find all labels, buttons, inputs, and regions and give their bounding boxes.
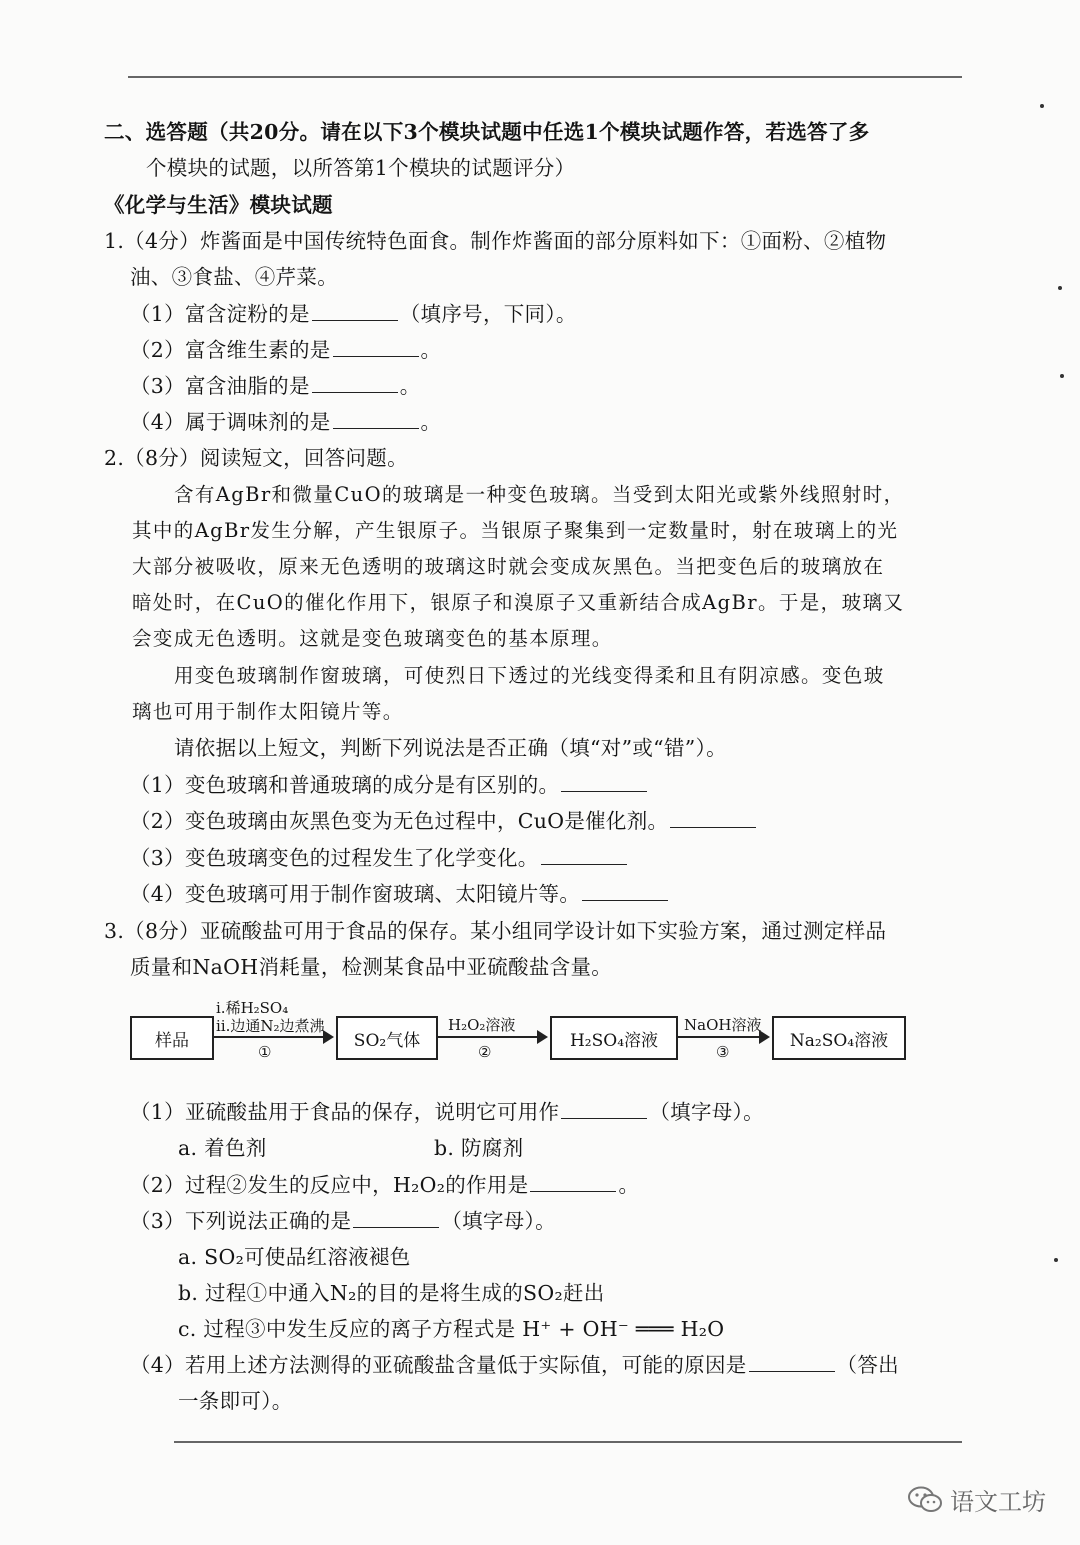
- q2-passage-4: 暗处时，在CuO的催化作用下，银原子和溴原子又重新结合成AgBr。于是，玻璃又: [132, 591, 905, 614]
- q3-sub3-option-b: b. 过程①中通入N₂的目的是将生成的SO₂赶出: [178, 1281, 605, 1305]
- q2-sub2-text: （2）变色玻璃由灰黑色变为无色过程中，CuO是催化剂。: [130, 809, 669, 833]
- q2-sub1-text: （1）变色玻璃和普通玻璃的成分是有区别的。: [130, 773, 560, 797]
- q1-stem-cont: 油、③食盐、④芹菜。: [130, 265, 338, 289]
- q3-sub3-blank[interactable]: [353, 1207, 439, 1228]
- watermark: [906, 1482, 1046, 1517]
- q3-sub1-option-a: a. 着色剂: [178, 1136, 267, 1160]
- q1-sub3: [130, 371, 421, 401]
- q1-sub2-text: （2）富含维生素的是: [130, 338, 331, 362]
- scan-speck: [1060, 374, 1064, 378]
- q3-sub3-option-a: a. SO₂可使品红溶液褪色: [178, 1245, 411, 1269]
- flow-box-sample: 样品: [130, 1016, 214, 1060]
- q2-sub1-blank[interactable]: [561, 771, 647, 792]
- scan-speck: [1040, 104, 1044, 108]
- flow-box-h2so4: H₂SO₄溶液: [550, 1016, 678, 1060]
- q3-sub4-cont: 一条即可）。: [178, 1389, 293, 1413]
- q1-sub4: [130, 407, 441, 437]
- bottom-rule: [174, 1441, 962, 1443]
- q3-sub4-blank[interactable]: [749, 1351, 835, 1372]
- flow-arrow-1: [212, 1036, 332, 1038]
- q1-sub1-note: （填序号，下同）。: [399, 302, 577, 326]
- section-title: 二、选答题（共20分。请在以下3个模块试题中任选1个模块试题作答，若选答了多: [104, 120, 870, 144]
- q1-sub2-end: 。: [420, 338, 442, 362]
- q2-sub3-blank[interactable]: [541, 844, 627, 865]
- q2-sub3: [130, 843, 629, 873]
- q2-sub4-blank[interactable]: [582, 880, 668, 901]
- q3-sub1: [130, 1097, 764, 1127]
- scan-speck: [1054, 1258, 1058, 1262]
- q3-sub4-text: （4）若用上述方法测得的亚硫酸盐含量低于实际值，可能的原因是: [130, 1353, 747, 1377]
- q3-sub1-text: （1）亚硫酸盐用于食品的保存，说明它可用作: [130, 1100, 560, 1124]
- q3-sub3-text: （3）下列说法正确的是: [130, 1209, 352, 1233]
- q1-sub2: [130, 335, 441, 365]
- q1-stem: 1.（4分）炸酱面是中国传统特色面食。制作炸酱面的部分原料如下：①面粉、②植物: [104, 229, 887, 253]
- q2-passage-7: 璃也可用于制作太阳镜片等。: [132, 700, 404, 723]
- q2-sub2-blank[interactable]: [670, 807, 756, 828]
- top-rule: [128, 76, 962, 78]
- q2-passage-6: 用变色玻璃制作窗玻璃，可使烈日下透过的光线变得柔和且有阴凉感。变色玻: [174, 664, 885, 687]
- q3-sub3-note: （填字母）。: [441, 1209, 556, 1233]
- flow-step3-reagent: NaOH溶液: [684, 1016, 762, 1034]
- q2-passage-3: 大部分被吸收，原来无色透明的玻璃这时就会变成灰黑色。当把变色后的玻璃放在: [132, 555, 885, 578]
- flow-step3-num: ③: [716, 1043, 730, 1061]
- q1-sub1-blank[interactable]: [312, 300, 398, 321]
- q1-sub4-text: （4）属于调味剂的是: [130, 410, 331, 434]
- q2-passage-2: 其中的AgBr发生分解，产生银原子。当银原子聚集到一定数量时，射在玻璃上的光: [132, 519, 899, 542]
- q3-sub3: [130, 1206, 556, 1236]
- q2-sub1: [130, 770, 649, 800]
- q1-sub4-blank[interactable]: [333, 408, 419, 429]
- q3-sub1-blank[interactable]: [561, 1098, 647, 1119]
- q2-instruction: 请依据以上短文，判断下列说法是否正确（填“对”或“错”）。: [174, 736, 727, 760]
- watermark-text: 语文工坊: [950, 1488, 1046, 1516]
- module-title: 《化学与生活》模块试题: [104, 193, 333, 217]
- q3-sub4-note: （答出: [836, 1353, 899, 1377]
- flow-step1-reagent-b: ⅱ.边通N₂边煮沸: [216, 1017, 325, 1035]
- q1-sub3-text: （3）富含油脂的是: [130, 374, 310, 398]
- q3-sub2-text: （2）过程②发生的反应中，H₂O₂的作用是: [130, 1173, 529, 1197]
- q3-sub1-note: （填字母）。: [649, 1100, 764, 1124]
- flow-arrow-3: [676, 1036, 768, 1038]
- flow-diagram: [128, 999, 908, 1064]
- q3-sub2-end: 。: [618, 1173, 640, 1197]
- scan-speck: [1058, 286, 1062, 290]
- q3-sub1-option-b: b. 防腐剂: [434, 1136, 524, 1160]
- q3-stem: 3.（8分）亚硫酸盐可用于食品的保存。某小组同学设计如下实验方案，通过测定样品: [104, 919, 887, 943]
- flow-step2-reagent: H₂O₂溶液: [448, 1016, 516, 1034]
- q3-sub2-blank[interactable]: [530, 1171, 616, 1192]
- flow-box-na2so4: Na₂SO₄溶液: [772, 1016, 906, 1060]
- q2-passage-5: 会变成无色透明。这就是变色玻璃变色的基本原理。: [132, 627, 613, 650]
- q2-sub4-text: （4）变色玻璃可用于制作窗玻璃、太阳镜片等。: [130, 882, 581, 906]
- q3-sub4: [130, 1350, 899, 1380]
- flow-step1-reagent-a: ⅰ.稀H₂SO₄: [216, 999, 289, 1017]
- q3-sub3-option-c: c. 过程③中发生反应的离子方程式是 H⁺ + OH⁻ ═══ H₂O: [178, 1317, 725, 1341]
- q2-stem: 2.（8分）阅读短文，回答问题。: [104, 446, 408, 470]
- q1-sub3-end: 。: [399, 374, 421, 398]
- wechat-icon: [906, 1485, 944, 1515]
- flow-box-so2: SO₂气体: [336, 1016, 438, 1060]
- q1-sub4-end: 。: [420, 410, 442, 434]
- q3-sub2: [130, 1170, 639, 1200]
- q2-passage-1: 含有AgBr和微量CuO的玻璃是一种变色玻璃。当受到太阳光或紫外线照射时，: [174, 483, 905, 506]
- flow-arrow-2: [436, 1036, 546, 1038]
- q1-sub1: [130, 299, 577, 329]
- section-title-cont: 个模块的试题，以所答第1个模块的试题评分）: [146, 156, 576, 180]
- q2-sub3-text: （3）变色玻璃变色的过程发生了化学变化。: [130, 846, 539, 870]
- q1-sub1-text: （1）富含淀粉的是: [130, 302, 310, 326]
- q2-sub4: [130, 879, 670, 909]
- flow-step2-num: ②: [478, 1043, 492, 1061]
- q1-sub3-blank[interactable]: [312, 372, 398, 393]
- q1-sub2-blank[interactable]: [333, 336, 419, 357]
- flow-step1-num: ①: [258, 1043, 272, 1061]
- q2-sub2: [130, 806, 758, 836]
- q3-stem-cont: 质量和NaOH消耗量，检测某食品中亚硫酸盐含量。: [130, 955, 613, 979]
